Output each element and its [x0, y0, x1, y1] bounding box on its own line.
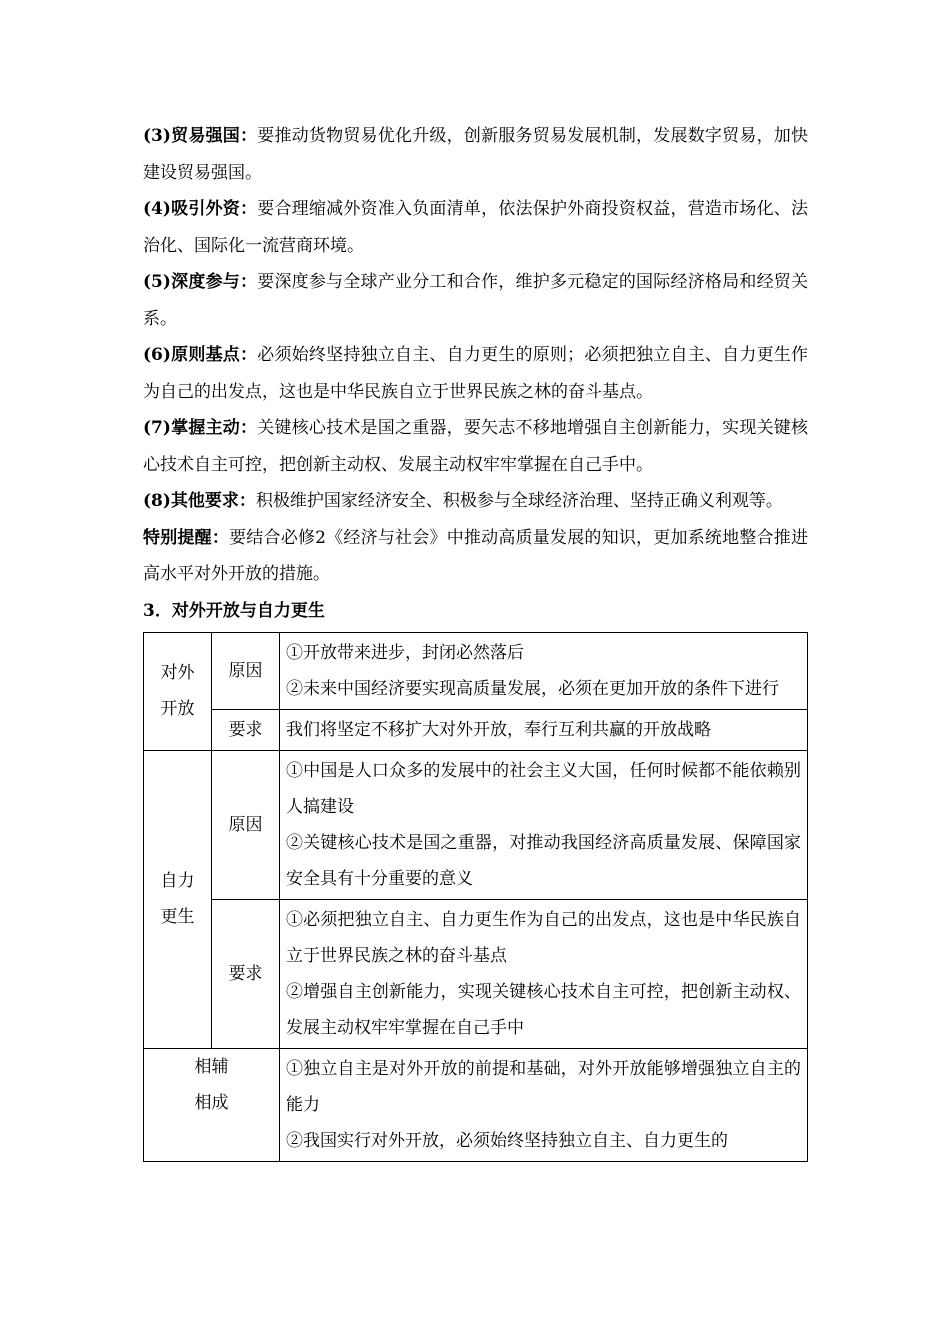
table-row — [144, 1048, 808, 1161]
opening-reason-content: ①开放带来进步，封闭必然落后 ②未来中国经济要实现高质量发展，必须在更加开放的条件下进行 — [280, 632, 808, 709]
table-row — [144, 899, 808, 1048]
opening-requirement-label: 要求 — [212, 709, 280, 750]
self-reliance-reason-label: 原因 — [212, 750, 280, 899]
table-row — [144, 709, 808, 750]
paragraph-principle: (6)原则基点：必须始终坚持独立自主、自力更生的原则；必须把独立自主、自力更生作为自己的出发点，这也是中华民族自立于世界民族之林的奋斗基点。 — [143, 345, 809, 402]
section-title: 3．对外开放与自力更生 — [143, 600, 325, 621]
self-reliance-requirement-label: 要求 — [212, 899, 280, 1048]
table-row — [144, 632, 808, 709]
paragraph-initiative: (7)掌握主动：关键核心技术是国之重器，要矢志不移地增强自主创新能力，实现关键核心技术自主可控，把创新主动权、发展主动权牢牢掌握在自己手中。 — [143, 418, 809, 475]
paragraph-deep-participation: (5)深度参与：要深度参与全球产业分工和合作，维护多元稳定的国际经济格局和经贸关系。 — [143, 272, 809, 329]
table-row — [144, 750, 808, 899]
paragraph-attract-investment: (4)吸引外资：要合理缩减外资准入负面清单，依法保护外商投资权益，营造市场化、法治化、国际化一流营商环境。 — [143, 199, 809, 256]
opening-reason-label: 原因 — [212, 632, 280, 709]
self-reliance-requirement-content: ①必须把独立自主、自力更生作为自己的出发点，这也是中华民族自立于世界民族之林的奋斗基点 ②增强自主创新能力，实现关键核心技术自主可控，把创新主动权、发展主动权牢牢掌握在自己手中 — [280, 899, 808, 1048]
self-reliance-label: 自力 更生 — [144, 750, 212, 1048]
paragraph-other-requirements: (8)其他要求：积极维护国家经济安全、积极参与全球经济治理、坚持正确义利观等。 — [143, 491, 783, 511]
special-reminder: 特别提醒：要结合必修2《经济与社会》中推动高质量发展的知识，更加系统地整合推进高水平对外开放的措施。 — [143, 527, 808, 584]
comparison-table — [143, 632, 808, 1162]
opening-requirement-content: 我们将坚定不移扩大对外开放，奉行互利共赢的开放战略 — [280, 709, 808, 750]
self-reliance-reason-content: ①中国是人口众多的发展中的社会主义大国，任何时候都不能依赖别人搞建设 ②关键核心技术是国之重器，对推动我国经济高质量发展、保障国家安全具有十分重要的意义 — [280, 750, 808, 899]
paragraph-trade-power: (3)贸易强国：要推动货物贸易优化升级，创新服务贸易发展机制，发展数字贸易，加快建设贸易强国。 — [143, 126, 809, 183]
opening-label: 对外 开放 — [144, 632, 212, 750]
complement-label: 相辅 相成 — [144, 1048, 280, 1161]
complement-content: ①独立自主是对外开放的前提和基础，对外开放能够增强独立自主的能力 ②我国实行对外开放，必须始终坚持独立自主、自力更生的 — [280, 1048, 808, 1161]
document-page — [143, 118, 808, 1162]
